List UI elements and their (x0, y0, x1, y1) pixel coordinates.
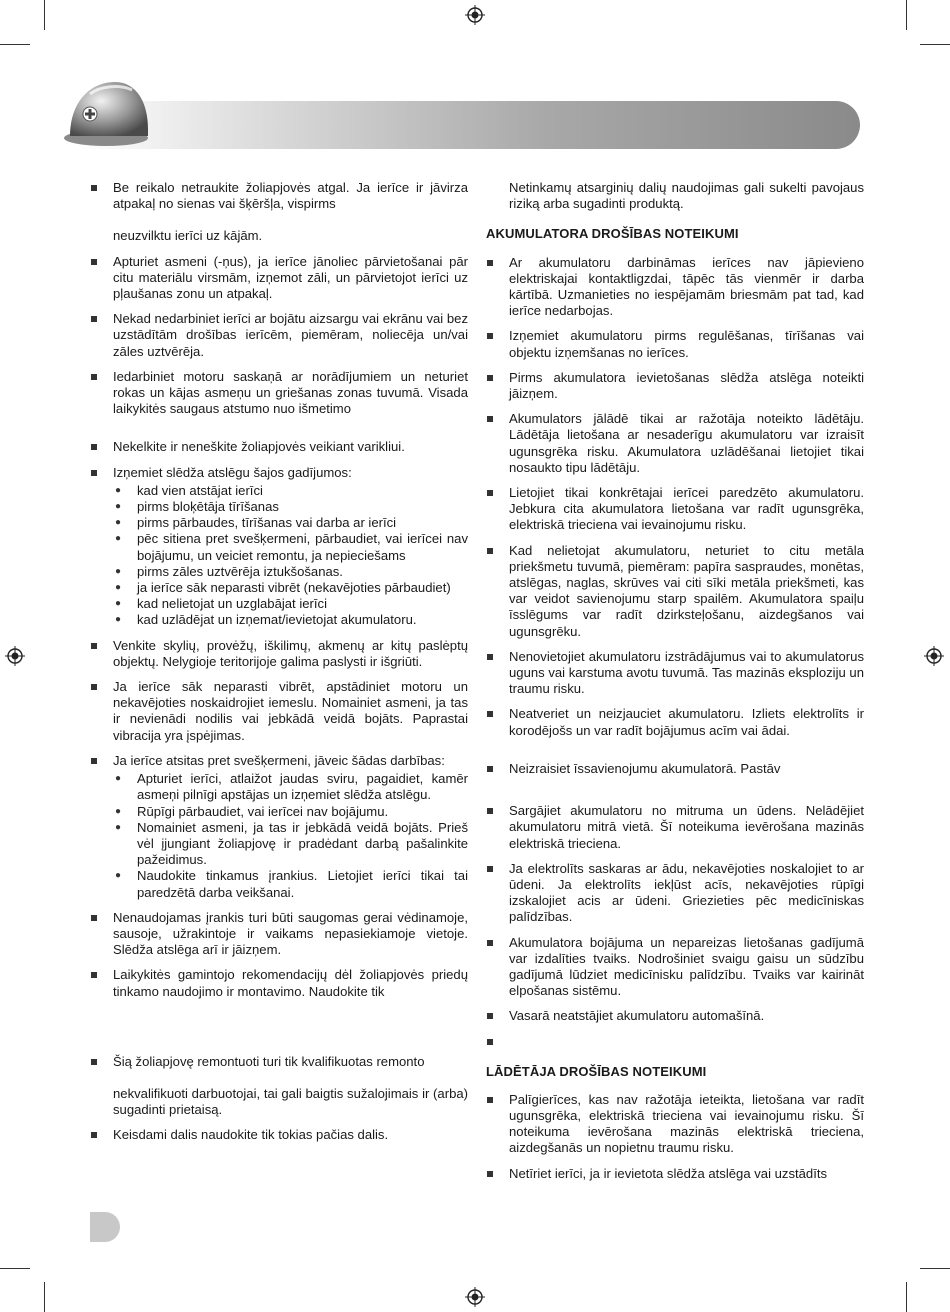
sub-list-item: ● pirms zāles uztvērēja iztukšošanas. (113, 564, 468, 580)
list-item: Vasarā neatstājiet akumulatoru automašīnā. (486, 1008, 864, 1024)
left-column (90, 180, 468, 1153)
list-item-text: Keisdami dalis naudokite tik tokias pačias dalis. (113, 1127, 389, 1143)
list-item (90, 311, 468, 360)
registration-mark-icon (465, 1287, 485, 1307)
intro-text-content: Netinkamų atsarginių dalių naudojimas gali sukelti pavojaus riziką arba sugadinti produktą. (509, 180, 864, 212)
sub-list (113, 483, 468, 629)
list-item-text: Nekad nedarbiniet ierīci ar bojātu aizsargu vai ekrānu vai bez uzstādītām drošības ierīcēm, piemēram, noliecēja un/vai zāles uztvērēja. (113, 311, 468, 359)
list-item-text: Ja ierīce sāk neparasti vibrēt, apstādiniet motoru un nekavējoties noskaidrojiet iemeslu. Nomainiet asmeni, ja tas ir nevienādi nodilis vai jebkādā veidā bojāts. Paprastai vibracija yra įspėjimas. (113, 679, 468, 743)
list-item-text: neuzvilktu ierīci uz kājām. (113, 228, 263, 244)
list-item: Ja elektrolīts saskaras ar ādu, nekavējoties noskalojiet to ar ūdeni. Ja elektrolīts iekļūst acīs, nekavējoties rūpīgi izskalojiet acis ar ūdeni. Griezieties pēc medicīniskas palīdzības. (486, 861, 864, 926)
sub-list-item: ● pirms bloķētāja tīrīšanas (113, 499, 468, 515)
sub-list-item: ● Rūpīgi pārbaudiet, vai ierīcei nav bojājumu. (113, 804, 468, 820)
list-item (90, 465, 468, 629)
list-item-text: Ja ierīce atsitas pret svešķermeni, jāveic šādas darbības: (113, 752, 445, 768)
list-item (90, 910, 468, 959)
sub-list-item: ● kad uzlādējat un izņemat/ievietojat akumulatoru. (113, 612, 468, 628)
sub-list-item: ● kad vien atstājat ierīci (113, 483, 468, 499)
registration-mark-icon (5, 646, 25, 666)
list-item (90, 1054, 468, 1119)
safety-helmet-icon (60, 72, 160, 152)
list-item-text: Nenaudojamas įrankis turi būti saugomas gerai vėdinamoje, sausoje, užrakintoje ir vaikams nepasiekiamoje vietoje. Slēdža atslēga arī ir jāizņem. (113, 909, 468, 958)
list-item (90, 369, 468, 418)
list-item: Akumulators jālādē tikai ar ražotāja noteikto lādētāju. Lādētāja lietošana ar nesaderīgu akumulatoru var izraisīt ugunsgrēka risku. Akumulatora uzlādēšanai lietojiet tikai nosaukto tipu lādētāju. (486, 411, 864, 476)
sub-list-item: ● Nomainiet asmeni, ja tas ir jebkādā veidā bojāts. Prieš vėl įjungiant žoliapjovę ir pradėdant darbą pašalinkite pažeidimus. (113, 820, 468, 869)
crop-mark (920, 1268, 950, 1269)
crop-mark (906, 1282, 907, 1312)
crop-mark (44, 1282, 45, 1312)
charger-safety-heading: LĀDĒTĀJA DROŠĪBAS NOTEIKUMI (486, 1063, 707, 1079)
list-item: Kad nelietojat akumulatoru, neturiet to citu metāla priekšmetu tuvumā, piemēram: papīra saspraudes, monētas, atslēgas, naglas, skrūves vai citi sīki metāla priekšmeti, kas var veidot savienojumu starp spailēm. Akumulatora spaiļu īsslēgums var radīt dzirksteļošanu, aizdegšanos vai ugunsgrēku. (486, 543, 864, 640)
list-item: Nenovietojiet akumulatoru izstrādājumus vai to akumulatorus uguns vai karstuma avotu tuvumā. Tas mazinās eksploziju un traumu risku. (486, 649, 864, 698)
crop-mark (906, 0, 907, 30)
list-item-text: Apturiet asmeni (-ņus), ja ierīce jānoliec pārvietošanai pār citu materiālu virsmām, izņemot zāli, un pārvietojot ierīci uz pļaušanas zonu un atpakaļ. (113, 253, 468, 302)
registration-mark-icon (924, 646, 944, 666)
list-item (90, 967, 468, 999)
list-item: Ar akumulatoru darbināmas ierīces nav jāpievieno elektriskajai kontaktligzdai, tāpēc tās vienmēr ir darba kārtībā. Uzmanieties no iespējamām briesmām pat tad, kad ierīce nedarbojas. (486, 255, 864, 320)
list-item: Akumulatora bojājuma un nepareizas lietošanas gadījumā var izdalīties tvaiks. Nodrošiniet svaigu gaisu un sūdzību gadījumā lūdziet medicīnisku palīdzību. Tvaiks var kairināt elpošanas sistēmu. (486, 935, 864, 1000)
list-item-text: Be reikalo netraukite žoliapjovės atgal. Ja ierīce ir jāvirza atpakaļ no sienas vai šķēršļa, vispirms (113, 180, 468, 212)
list-item-text: Izņemiet slēdža atslēgu šajos gadījumos: (113, 464, 352, 480)
registration-mark-icon (465, 5, 485, 25)
list-item (90, 638, 468, 670)
list-item: Palīgierīces, kas nav ražotāja ieteikta, lietošana var radīt ugunsgrēka, elektriskā trieciena vai ievainojumu risku. Šī noteikuma ievērošana mazinās elektriskā trieciena, aizdegšanās un nopietnu traumu risku. (486, 1092, 864, 1157)
list-item: Sargājiet akumulatoru no mitruma un ūdens. Nelādējiet akumulatoru mitrā vietā. Šī noteikuma ievērošana mazinās elektriskā trieciena. (486, 803, 864, 852)
list-item (90, 439, 468, 455)
crop-mark (0, 44, 30, 45)
right-column (486, 180, 864, 1191)
list-item: Pirms akumulatora ievietošanas slēdža atslēga noteikti jāizņem. (486, 370, 864, 402)
list-item: Neizraisiet īssavienojumu akumulatorā. Pastāv (486, 761, 864, 777)
list-item-text: Venkite skylių, provėžų, iškilimų, akmenų ar kitų paslėptų objektų. Nelygioje teritorijoje galima paslysti ir išgriūti. (113, 637, 468, 669)
list-item: Lietojiet tikai konkrētajai ierīcei paredzēto akumulatoru. Jebkura cita akumulatora lietošana var radīt ugunsgrēka, elektriskā trieciena vai ievainojumu risku. (486, 485, 864, 534)
list-item (90, 679, 468, 744)
sub-list-item: ● ja ierīce sāk neparasti vibrēt (nekavējoties pārbaudiet) (113, 580, 468, 596)
list-item-text: nekvalifikuoti darbuotojai, tai gali baigtis sužalojimais ir (arba) sugadinti prietaisą. (113, 1085, 468, 1118)
list-item-text: Šią žoliapjovę remontuoti turi tik kvalifikuotas remonto (113, 1053, 425, 1069)
list-item: Izņemiet akumulatoru pirms regulēšanas, tīrīšanas vai objektu izņemšanas no ierīces. (486, 328, 864, 360)
page-number-tab (90, 1212, 120, 1242)
list-item-text: Iedarbiniet motoru saskaņā ar norādījumiem un neturiet rokas un kājas asmeņu un griešanas zonas tuvumā. Visada laikykitės saugaus atstumo nuo išmetimo (113, 368, 468, 417)
battery-safety-heading: AKUMULATORA DROŠĪBAS NOTEIKUMI (486, 226, 739, 242)
list-item (90, 254, 468, 303)
list-item-text: Nekelkite ir neneškite žoliapjovės veikiant varikliui. (113, 439, 405, 455)
list-item (90, 180, 468, 245)
list-item: Netīriet ierīci, ja ir ievietota slēdža atslēga vai uzstādīts (486, 1166, 864, 1182)
list-item (90, 1127, 468, 1143)
sub-list-item: ● pirms pārbaudes, tīrīšanas vai darba ar ierīci (113, 515, 468, 531)
list-item (486, 1034, 864, 1050)
sub-list-item: ● kad nelietojat un uzglabājat ierīci (113, 596, 468, 612)
header-banner (78, 101, 860, 149)
list-item (90, 753, 468, 901)
list-item-text: Laikykitės gamintojo rekomendacijų dėl žoliapjovės priedų tinkamo naudojimo ir montavimo. Naudokite tik (113, 967, 468, 999)
sub-list-item: ● pēc sitiena pret svešķermeni, pārbaudiet, vai ierīcei nav bojājumu, un veiciet remontu, ja nepieciešams (113, 531, 468, 563)
crop-mark (920, 44, 950, 45)
list-item: Neatveriet un neizjauciet akumulatoru. Izliets elektrolīts ir korodējošs un var radīt bojājumus acīm vai ādai. (486, 706, 864, 738)
sub-list (113, 771, 468, 901)
crop-mark (0, 1268, 30, 1269)
sub-list-item: ● Apturiet ierīci, atlaižot jaudas sviru, pagaidiet, kamēr asmeņi pilnīgi apstājas un izņemiet slēdža atslēgu. (113, 771, 468, 803)
sub-list-item: ● Naudokite tinkamus įrankius. Lietojiet ierīci tikai tai paredzētā darba veikšanai. (113, 868, 468, 900)
crop-mark (44, 0, 45, 30)
intro-text (486, 180, 864, 212)
